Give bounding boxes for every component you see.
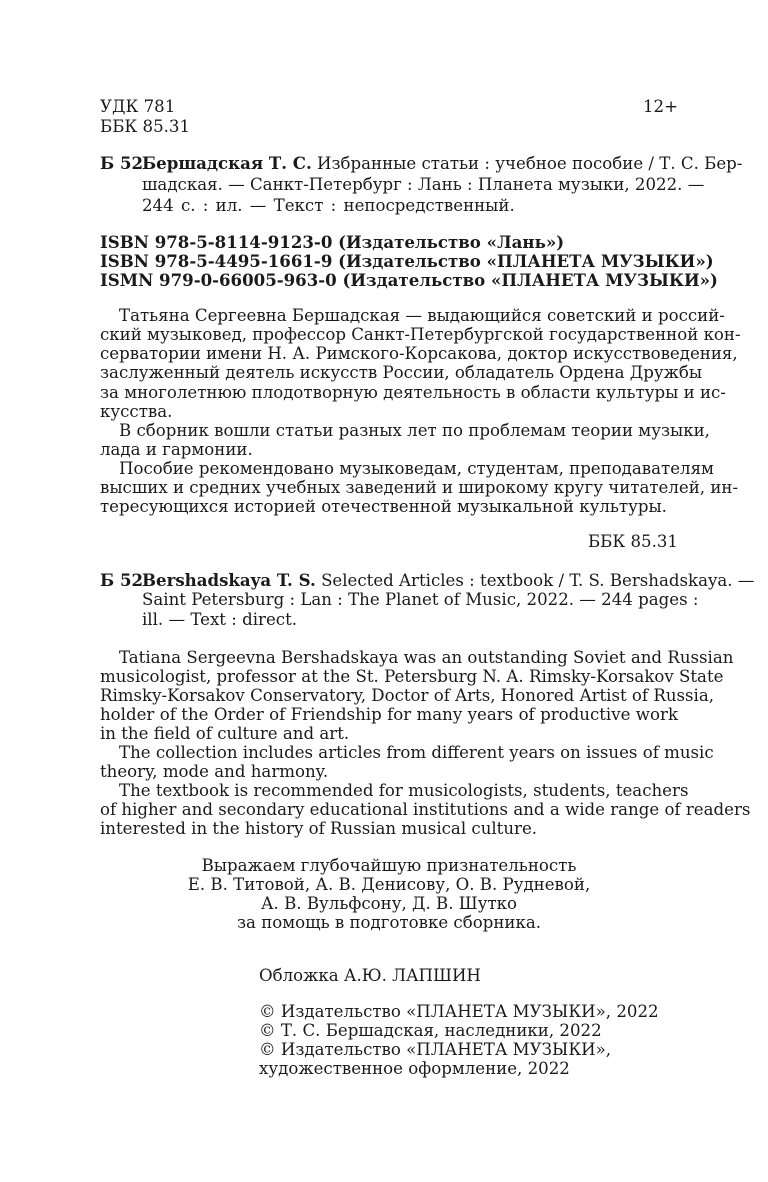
age-rating: 12+ [642,97,678,116]
acknowledgement-line: А. В. Вульфсону, Д. В. Шутко [260,894,518,913]
en-abstract-line: musicologist, professor at the St. Petersburg N. A. Rimsky-Korsakov State [100,667,724,686]
acknowledgement-line: Е. В. Титовой, А. В. Денисову, О. В. Рудневой, [187,875,591,894]
ismn-planeta: ISMN 979-0-66005-963-0 (Издательство «ПЛАНЕТА МУЗЫКИ») [100,270,718,290]
en-entry-line-2: Saint Petersburg : Lan : The Planet of Music, 2022. — 244 pages : [142,590,699,609]
ru-abstract-line: Татьяна Сергеевна Бершадская — выдающийся советский и россий- [119,306,725,325]
ru-entry-author: Бершадская Т. С. [142,153,312,173]
en-entry-line-3: ill. — Text : direct. [142,610,298,629]
en-entry-line-1 [142,570,755,591]
en-abstract-line: interested in the history of Russian musical culture. [100,819,538,838]
ru-abstract-line: В сборник вошли статьи разных лет по проблемам теории музыки, [119,421,710,440]
copyright-line: художественное оформление, 2022 [259,1059,570,1078]
en-abstract-line: holder of the Order of Friendship for many years of productive work [100,705,678,724]
en-entry-title: Selected Articles : textbook / T. S. Bershadskaya. — [321,571,755,590]
ru-entry-line-1 [142,153,743,174]
acknowledgement-line: за помощь в подготовке сборника. [236,913,541,932]
en-entry-author: Bershadskaya T. S. [142,570,316,590]
en-abstract-line: Rimsky-Korsakov Conservatory, Doctor of Arts, Honored Artist of Russia, [100,686,715,705]
copyright-line: © Т. С. Бершадская, наследники, 2022 [259,1021,602,1040]
copyright-line: © Издательство «ПЛАНЕТА МУЗЫКИ», 2022 [259,1002,659,1021]
isbn-lan: ISBN 978-5-8114-9123-0 (Издательство «Лань») [100,232,565,252]
ru-entry-line-3: 244 с. : ил. — Текст : непосредственный. [142,196,515,215]
bbk-code: ББК 85.31 [100,117,191,136]
acknowledgement-line: Выражаем глубочайшую признательность [201,856,577,875]
ru-abstract-line: тересующихся историей отечественной музыкальной культуры. [100,497,667,516]
ru-abstract-line: серватории имени Н. А. Римского-Корсакова, доктор искусствоведения, [100,344,738,363]
en-abstract-line: theory, mode and harmony. [100,762,329,781]
ru-abstract-line: за многолетнюю плодотворную деятельность в области культуры и ис- [100,383,726,402]
en-abstract-line: The textbook is recommended for musicologists, students, teachers [119,781,689,800]
en-abstract-line: The collection includes articles from different years on issues of music [119,743,714,762]
ru-abstract-line: заслуженный деятель искусств России, обладатель Ордена Дружбы [100,363,703,382]
ru-entry-line-2: шадская. — Санкт-Петербург : Лань : Планета музыки, 2022. — [142,175,705,194]
ru-abstract-line: ский музыковед, профессор Санкт-Петербургской государственной кон- [100,325,741,344]
ru-abstract-line: кусства. [100,402,173,421]
isbn-planeta: ISBN 978-5-4495-1661-9 (Издательство «ПЛАНЕТА МУЗЫКИ») [100,251,714,271]
ru-entry-code: Б 52 [100,153,144,173]
bbk-right: ББК 85.31 [587,532,678,551]
ru-abstract-line: высших и средних учебных заведений и широкому кругу читателей, ин- [100,478,739,497]
en-entry-code: Б 52 [100,570,144,590]
ru-abstract-line: лада и гармонии. [100,440,253,459]
en-abstract-line: of higher and secondary educational institutions and a wide range of readers [100,800,751,819]
cover-credit: Обложка А.Ю. ЛАПШИН [259,966,481,985]
en-abstract-line: in the field of culture and art. [100,724,350,743]
en-abstract-line: Tatiana Sergeevna Bershadskaya was an outstanding Soviet and Russian [119,648,734,667]
copyright-line: © Издательство «ПЛАНЕТА МУЗЫКИ», [259,1040,612,1059]
udk-code: УДК 781 [100,97,176,116]
ru-entry-title: Избранные статьи : учебное пособие / Т. С. Бер- [317,154,743,173]
ru-abstract-line: Пособие рекомендовано музыковедам, студентам, преподавателям [119,459,714,478]
